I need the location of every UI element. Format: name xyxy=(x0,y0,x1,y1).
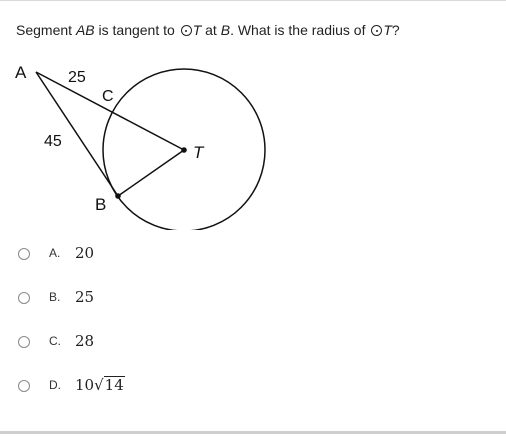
choice-d-coefficient: 10 xyxy=(75,376,95,394)
bottom-divider xyxy=(0,431,506,434)
choice-a-value: 20 xyxy=(75,244,95,262)
choice-b-letter: B. xyxy=(49,290,61,304)
label-T: T xyxy=(193,143,204,162)
radio-c[interactable] xyxy=(18,336,30,348)
tangent-circle-diagram xyxy=(0,55,290,230)
top-divider xyxy=(0,0,506,1)
center-point-T xyxy=(181,147,187,153)
choice-c[interactable] xyxy=(16,331,316,357)
choice-d-value xyxy=(75,376,125,394)
radio-a[interactable] xyxy=(18,248,30,260)
radio-b[interactable] xyxy=(18,292,30,304)
label-C: C xyxy=(102,88,114,105)
circle-symbol-icon xyxy=(371,25,382,36)
point-B xyxy=(115,193,121,199)
question-text: Segment AB is tangent to T at B. What is the radius of T? xyxy=(16,22,400,38)
choice-b[interactable] xyxy=(16,287,316,313)
choice-d-letter: D. xyxy=(49,378,61,392)
label-length-AC: 25 xyxy=(68,69,86,86)
choice-c-letter: C. xyxy=(49,334,61,348)
choice-d-radicand: 14 xyxy=(104,376,124,394)
label-length-AB: 45 xyxy=(44,133,62,150)
sqrt-symbol: √ xyxy=(94,376,104,394)
circle-symbol-icon xyxy=(181,25,192,36)
radio-d[interactable] xyxy=(18,380,30,392)
label-A: A xyxy=(15,63,27,82)
choice-c-value: 28 xyxy=(75,332,95,350)
choice-b-value: 25 xyxy=(75,288,95,306)
label-B: B xyxy=(95,195,107,214)
segment-BT xyxy=(118,150,184,196)
choice-d[interactable] xyxy=(16,375,316,401)
choice-a[interactable] xyxy=(16,243,316,269)
geometry-figure xyxy=(0,55,290,235)
choice-a-letter: A. xyxy=(49,246,61,260)
